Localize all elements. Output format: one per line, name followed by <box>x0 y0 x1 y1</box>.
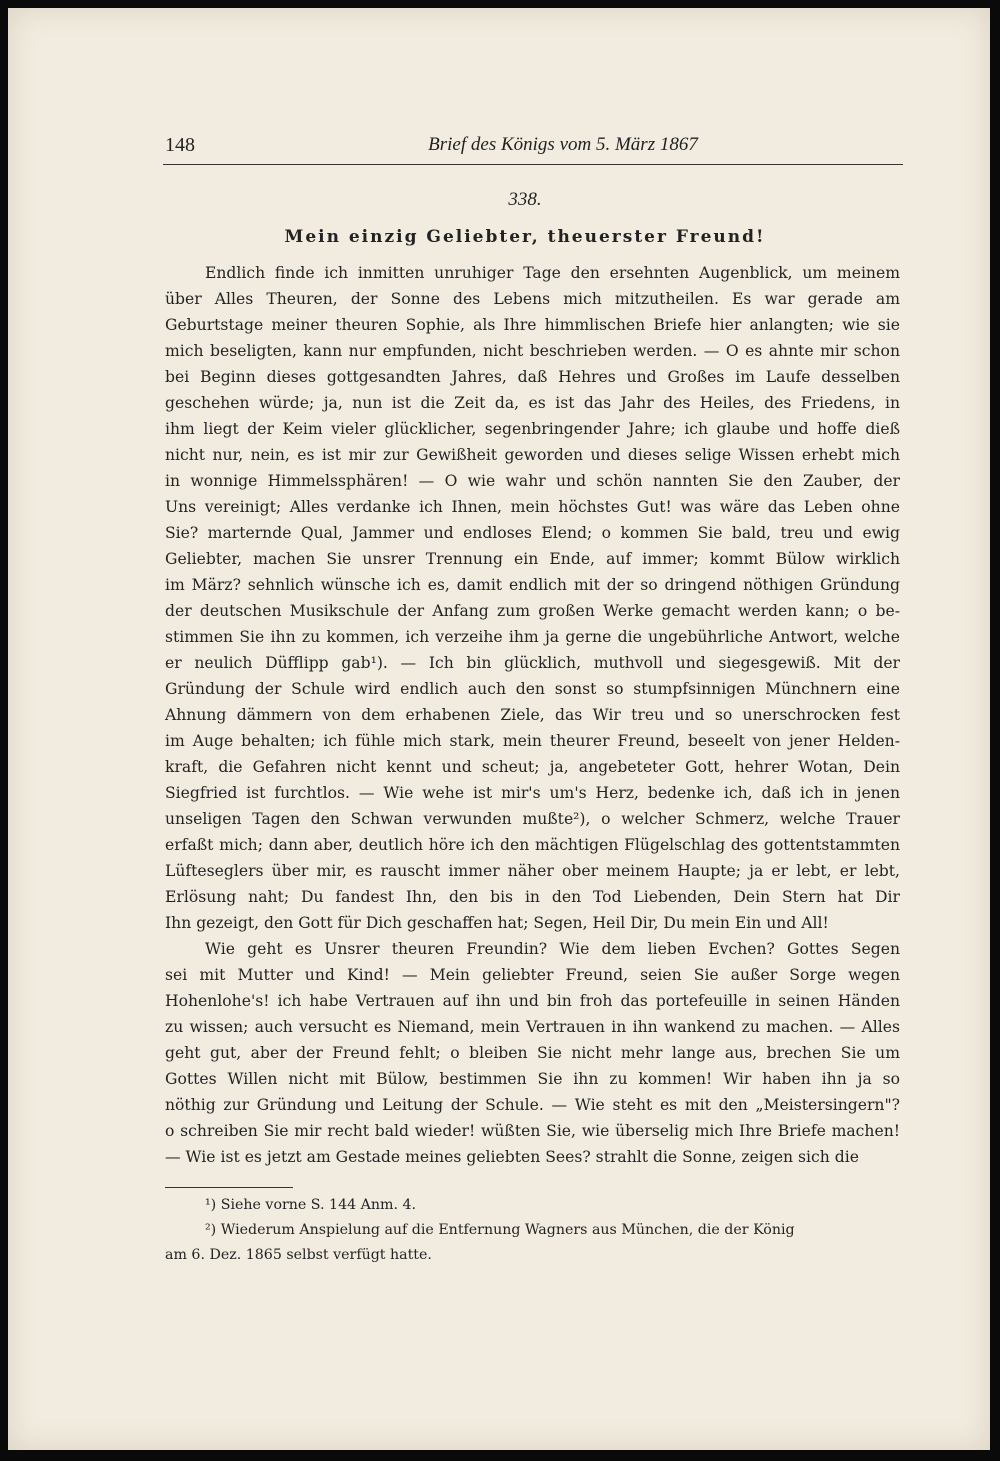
running-title: Brief des Königs vom 5. März 1867 <box>428 134 698 155</box>
paragraph-1 <box>165 260 900 936</box>
footnote-divider <box>165 1187 293 1188</box>
page-number: 148 <box>165 134 195 156</box>
letter-number: 338. <box>508 189 542 210</box>
text-line: Gottes Willen nicht mit Bülow, bestimmen Sie ihn zu kommen! Wir haben ihn ja so <box>165 1070 900 1088</box>
text-line: Wie geht es Unsrer theuren Freundin? Wie dem lieben Evchen? Gottes Segen <box>205 940 900 958</box>
text-line: Erlösung naht; Du fandest Ihn, den bis in den Tod Liebenden, Dein Stern hat Dir <box>165 888 900 906</box>
text-line: Endlich finde ich inmitten unruhiger Tage den ersehnten Augenblick, um meinem <box>205 264 900 282</box>
text-line: o schreiben Sie mir recht bald wieder! wüßten Sie, wie überselig mich Ihre Briefe machen! <box>165 1122 900 1140</box>
text-line: geht gut, aber der Freund fehlt; o bleiben Sie nicht mehr lange aus, brechen Sie um <box>165 1044 900 1062</box>
text-line: nicht nur, nein, es ist mir zur Gewißheit geworden und dieses selige Wissen erhebt mich <box>165 446 900 464</box>
text-line: im Auge behalten; ich fühle mich stark, mein theurer Freund, beseelt von jener Helden- <box>165 732 900 750</box>
text-line: Siegfried ist furchtlos. — Wie wehe ist mir's um's Herz, bedenke ich, daß ich in jenen <box>165 784 900 802</box>
text-line: Ahnung dämmern von dem erhabenen Ziele, das Wir treu und so unerschrocken fest <box>165 706 900 724</box>
text-line: er neulich Düfflipp gab¹). — Ich bin glücklich, muthvoll und siegesgewiß. Mit der <box>165 654 900 672</box>
text-line: — Wie ist es jetzt am Gestade meines geliebten Sees? strahlt die Sonne, zeigen sich die <box>165 1148 859 1166</box>
text-line: ihm liegt der Keim vieler glücklicher, segenbringender Jahre; ich glaube und hoffe dieß <box>165 420 900 438</box>
text-line: kraft, die Gefahren nicht kennt und scheut; ja, angebeteter Gott, hehrer Wotan, Dein <box>165 758 900 776</box>
text-line: mich beseligten, kann nur empfunden, nicht beschrieben werden. — O es ahnte mir schon <box>165 342 900 360</box>
text-line: Sie? marternde Qual, Jammer und endloses Elend; o kommen Sie bald, treu und ewig <box>165 524 900 542</box>
text-line: Lüfteseglers über mir, es rauscht immer näher ober meinem Haupte; ja er lebt, er lebt, <box>165 862 900 880</box>
text-line: nöthig zur Gründung und Leitung der Schule. — Wie steht es mit den „Meistersingern"? <box>165 1096 900 1114</box>
paragraph-2 <box>165 936 900 1170</box>
text-line: Ihn gezeigt, den Gott für Dich geschaffen hat; Segen, Heil Dir, Du mein Ein und All! <box>165 914 829 932</box>
text-line: über Alles Theuren, der Sonne des Lebens mich mitzutheilen. Es war gerade am <box>165 290 900 308</box>
running-header <box>163 132 903 165</box>
letter-body <box>165 260 900 1170</box>
footnote-1: ¹) Siehe vorne S. 144 Anm. 4. <box>205 1197 417 1213</box>
text-line: erfaßt mich; dann aber, deutlich höre ich den mächtigen Flügelschlag des gottentstammten <box>165 836 900 854</box>
text-line: Geburtstage meiner theuren Sophie, als Ihre himmlischen Briefe hier anlangten; wie sie <box>165 316 900 334</box>
footnote-2-line-2: am 6. Dez. 1865 selbst verfügt hatte. <box>165 1247 432 1263</box>
text-line: im März? sehnlich wünsche ich es, damit endlich mit der so dringend nöthigen Gründung <box>165 576 900 594</box>
text-line: Hohenlohe's! ich habe Vertrauen auf ihn und bin froh das portefeuille in seinen Händen <box>165 992 900 1010</box>
text-line: Gründung der Schule wird endlich auch den sonst so stumpfsinnigen Münchnern eine <box>165 680 900 698</box>
text-line: unseligen Tagen den Schwan verwunden mußte²), o welcher Schmerz, welche Trauer <box>165 810 900 828</box>
text-line: zu wissen; auch versucht es Niemand, mein Vertrauen in ihn wankend zu machen. — Alles <box>165 1018 900 1036</box>
text-line: bei Beginn dieses gottgesandten Jahres, daß Hehres und Großes im Laufe desselben <box>165 368 900 386</box>
text-line: in wonnige Himmelssphären! — O wie wahr und schön nannten Sie den Zauber, der <box>165 472 900 490</box>
text-line: stimmen Sie ihn zu kommen, ich verzeihe ihm ja gerne die ungebührliche Antwort, welche <box>165 628 900 646</box>
text-line: Uns vereinigt; Alles verdanke ich Ihnen, mein höchstes Gut! was wäre das Leben ohne <box>165 498 900 516</box>
footnotes <box>165 1193 900 1268</box>
text-line: Geliebter, machen Sie unsrer Trennung ein Ende, auf immer; kommt Bülow wirklich <box>165 550 900 568</box>
text-line: sei mit Mutter und Kind! — Mein geliebter Freund, seien Sie außer Sorge wegen <box>165 966 900 984</box>
text-line: der deutschen Musikschule der Anfang zum großen Werke gemacht werden kann; o be- <box>165 602 900 620</box>
salutation: Mein einzig Geliebter, theuerster Freund! <box>284 227 766 247</box>
footnote-2-line-1: ²) Wiederum Anspielung auf die Entfernung Wagners aus München, die der König <box>205 1222 795 1238</box>
text-line: geschehen würde; ja, nun ist die Zeit da, es ist das Jahr des Heiles, des Friedens, in <box>165 394 900 412</box>
